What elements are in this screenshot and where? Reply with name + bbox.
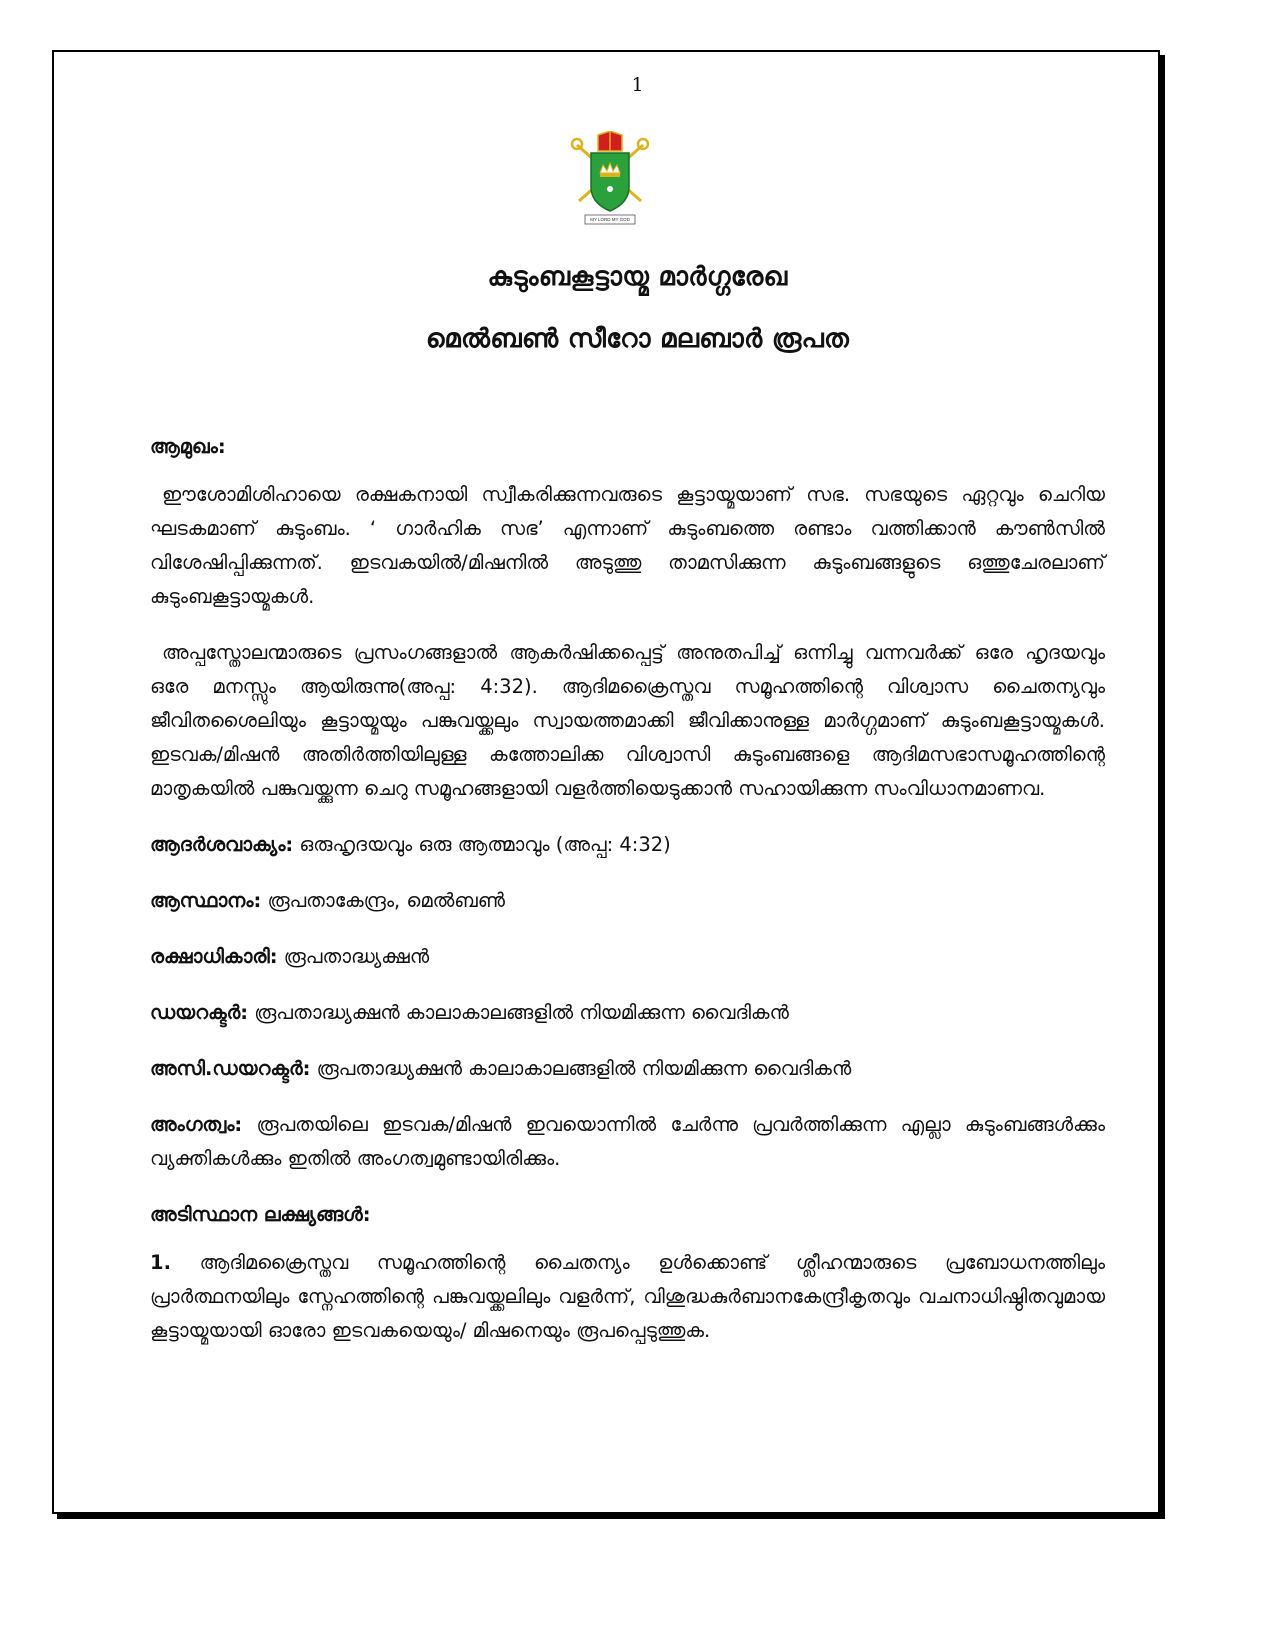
- field-patron: [150, 940, 1105, 974]
- field-director: [150, 996, 1105, 1030]
- diocese-name: മെൽബൺ സീറോ മലബാർ രൂപത: [425, 324, 850, 354]
- document-title: കുടുംബകൂട്ടായ്മ മാർഗ്ഗരേഖ: [487, 262, 788, 292]
- intro-heading: ആമുഖം:: [150, 435, 226, 458]
- field-value: രൂപതാദ്ധ്യക്ഷൻ കാലാകാലങ്ങളിൽ നിയമിക്കുന്ന വൈദികൻ: [310, 1057, 852, 1080]
- objective-text: ആദിമക്രൈസ്തവ സമൂഹത്തിന്റെ ചൈതന്യം ഉൾക്കൊണ്ട് ശ്ലീഹന്മാരുടെ പ്രബോധനത്തിലും പ്രാർത്ഥനയിലും സ്നേഹത്തിന്റെ പങ്കുവയ്ക്കലിലും വളർന്ന്, വിശുദ്ധകുർബാനകേന്ദ്രീകൃതവും വചനാധിഷ്ഠിതവുമായ കൂട്ടായ്മയായി ഓരോ ഇടവകയെയും/ മിഷനെയും രൂപപ്പെടുത്തുക.: [150, 1251, 1106, 1342]
- field-value: രൂപതാകേന്ദ്രം, മെൽബൺ: [261, 889, 506, 912]
- field-value: രൂപതാദ്ധ്യക്ഷൻ കാലാകാലങ്ങളിൽ നിയമിക്കുന്ന വൈദികൻ: [248, 1001, 789, 1024]
- field-value: രൂപതാദ്ധ്യക്ഷൻ: [277, 945, 430, 968]
- intro-paragraph-1: ഈശോമിശിഹായെ രക്ഷകനായി സ്വീകരിക്കുന്നവരുടെ കൂട്ടായ്മയാണ് സഭ. സഭയുടെ ഏറ്റവും ചെറിയ ഘടകമാണ് കുടുംബം. ‘ ഗാർഹിക സഭ’ എന്നാണ് കുടുംബത്തെ രണ്ടാം വത്തിക്കാൻ കൗൺസിൽ വിശേഷിപ്പിക്കുന്നത്. ഇടവകയിൽ/മിഷനിൽ അടുത്തു താമസിക്കുന്ന കുടുംബങ്ങളുടെ ഒത്തുചേരലാണ് കുടുംബകൂട്ടായ്മകൾ.: [150, 483, 1105, 608]
- objectives-heading: അടിസ്ഥാന ലക്ഷ്യങ്ങൾ:: [150, 1203, 371, 1226]
- field-label: ആദർശവാക്യം:: [150, 833, 294, 856]
- field-label: അംഗത്വം:: [150, 1113, 243, 1136]
- field-label: അസി.ഡയറക്ടർ:: [150, 1057, 311, 1080]
- field-motto: [150, 828, 1105, 862]
- page-number: 1: [631, 74, 644, 96]
- field-label: ഡയറക്ടർ:: [150, 1001, 249, 1024]
- field-membership: [150, 1108, 1105, 1176]
- field-label: രക്ഷാധികാരി:: [150, 945, 278, 968]
- document-body: [150, 430, 1105, 1370]
- diocese-coat-of-arms-icon: [567, 131, 653, 227]
- field-value: ഒരുഹൃദയവും ഒരു ആത്മാവും (അപ്പ: 4:32): [293, 833, 671, 856]
- field-value: രൂപതയിലെ ഇടവക/മിഷൻ ഇവയൊന്നിൽ ചേർന്നു പ്രവർത്തിക്കുന്ന എല്ലാ കുടുംബങ്ങൾക്കും വ്യക്തികൾക്കും ഇതിൽ അംഗത്വമുണ്ടായിരിക്കും.: [150, 1113, 1105, 1170]
- intro-paragraph-2: അപ്പസ്തോലന്മാരുടെ പ്രസംഗങ്ങളാൽ ആകർഷിക്കപ്പെട്ട് അനുതപിച്ച് ഒന്നിച്ചു വന്നവർക്ക് ഒരേ ഹൃദയവും ഒരേ മനസ്സും ആയിരുന്നു(അപ്പ: 4:32). ആദിമക്രൈസ്തവ സമൂഹത്തിന്റെ വിശ്വാസ ചൈതന്യവും ജീവിതശൈലിയും കൂട്ടായ്മയും പങ്കുവയ്ക്കലും സ്വായത്തമാക്കി ജീവിക്കാനുള്ള മാർഗ്ഗമാണ് കുടുംബകൂട്ടായ്മകൾ. ഇടവക/മിഷൻ അതിർത്തിയിലുള്ള കത്തോലിക്ക വിശ്വാസി കുടുംബങ്ങളെ ആദിമസഭാസമൂഹത്തിന്റെ മാതൃകയിൽ പങ്കുവയ്ക്കുന്ന ചെറു സമൂഹങ്ങളായി വളർത്തിയെടുക്കാൻ സഹായിക്കുന്ന സംവിധാനമാണവ.: [150, 641, 1105, 800]
- emblem-motto: MY LORD MY GOD: [590, 217, 630, 222]
- field-assistant-director: [150, 1052, 1105, 1086]
- field-headquarters: [150, 884, 1105, 918]
- objective-item-1: [150, 1246, 1105, 1348]
- objective-number: 1.: [150, 1251, 171, 1274]
- field-label: ആസ്ഥാനം:: [150, 889, 262, 912]
